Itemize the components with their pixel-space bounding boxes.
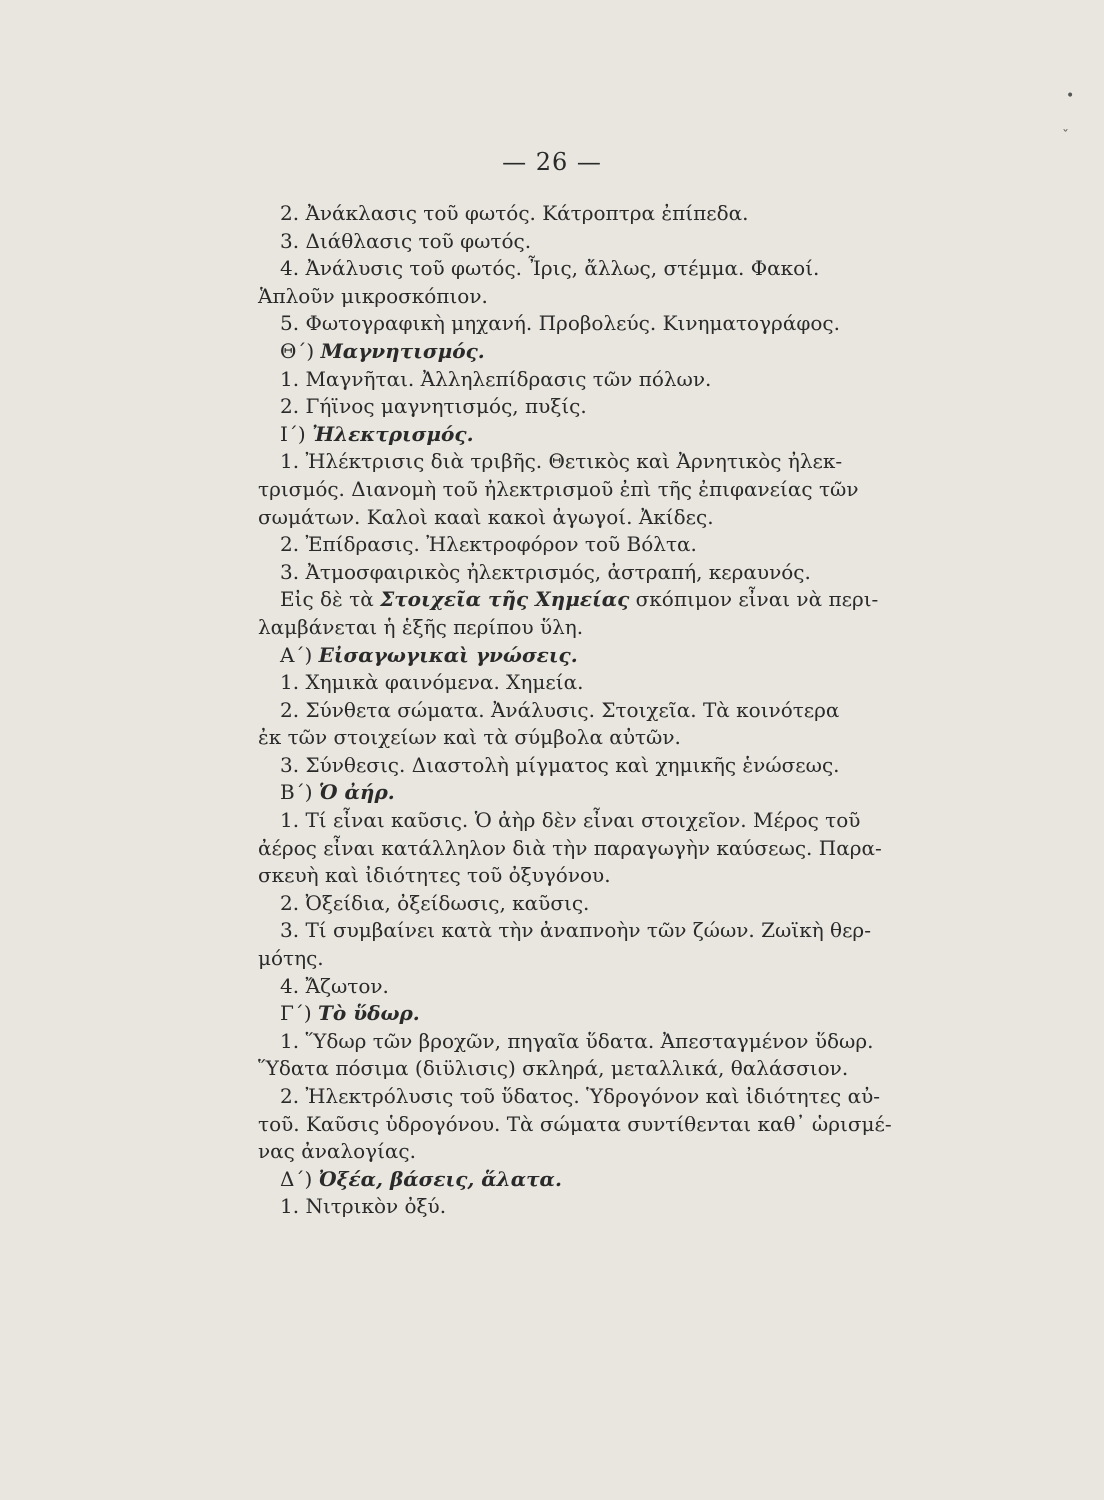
section-letter: Δ΄) — [280, 1166, 313, 1191]
section-title: Εἰσαγωγικαὶ γνώσεις. — [318, 642, 578, 667]
text-line: 1. Τί εἶναι καῦσις. Ὁ ἀὴρ δὲν εἶναι στοιχεῖον. Μέρος τοῦ — [280, 808, 861, 833]
text-line: λαμβάνεται ἡ ἑξῆς περίπου ὕλη. — [258, 614, 584, 639]
text-line: 5. Φωτογραφικὴ μηχανή. Προβολεύς. Κινηματογράφος. — [280, 311, 840, 336]
text-line: 2. Σύνθετα σώματα. Ἀνάλυσις. Στοιχεῖα. Τὰ κοινότερα — [280, 697, 840, 722]
text-line: 2. Ἐπίδρασις. Ἠλεκτροφόρον τοῦ Βόλτα. — [280, 532, 697, 557]
section-heading — [258, 338, 908, 366]
section-title: Ὀξέα, βάσεις, ἅλατα. — [318, 1166, 562, 1191]
body-text — [258, 200, 908, 1221]
section-title: Τὸ ὕδωρ. — [318, 1001, 420, 1026]
section-title: Μαγνητισμός. — [320, 338, 485, 363]
dust-speck: • — [1066, 88, 1075, 104]
text-line: 2. Γήϊνος μαγνητισμός, πυξίς. — [280, 394, 587, 419]
section-heading — [258, 642, 908, 670]
text-line: 1. Ἠλέκτρισις διὰ τριβῆς. Θετικὸς καὶ Ἀρνητικὸς ἠλεκ- — [280, 449, 843, 474]
section-heading — [258, 779, 908, 807]
text-line: μότης. — [258, 946, 324, 971]
text-line: 1. Μαγνῆται. Ἀλληλεπίδρασις τῶν πόλων. — [280, 366, 712, 391]
text-line: 2. Ὀξείδια, ὀξείδωσις, καῦσις. — [280, 890, 590, 915]
text-fragment: Εἰς δὲ τὰ — [280, 587, 381, 612]
text-line: 1. Ὕδωρ τῶν βροχῶν, πηγαῖα ὕδατα. Ἀπεσταγμένον ὕδωρ. — [280, 1028, 874, 1053]
text-line: 3. Ἀτμοσφαιρικὸς ἠλεκτρισμός, ἀστραπή, κεραυνός. — [280, 559, 811, 584]
text-line — [258, 586, 908, 614]
text-line: τοῦ. Καῦσις ὑδρογόνου. Τὰ σώματα συντίθενται καθ᾽ ὡρισμέ- — [258, 1111, 892, 1136]
text-line: 1. Νιτρικὸν ὀξύ. — [280, 1194, 447, 1219]
section-heading — [258, 1000, 908, 1028]
text-line: 4. Ἀνάλυσις τοῦ φωτός. Ἶρις, ἄλλως, στέμμα. Φακοί. — [280, 256, 820, 281]
text-line: τρισμός. Διανομὴ τοῦ ἠλεκτρισμοῦ ἐπὶ τῆς ἐπιφανείας τῶν — [258, 476, 859, 501]
text-line: νας ἀναλογίας. — [258, 1139, 416, 1164]
text-line: 3. Σύνθεσις. Διαστολὴ μίγματος καὶ χημικῆς ἑνώσεως. — [280, 752, 840, 777]
dust-speck: ˇ — [1062, 128, 1069, 144]
text-line: Ὕδατα πόσιμα (διϋλισις) σκληρά, μεταλλικά, θαλάσσιον. — [258, 1056, 849, 1081]
text-line: 3. Τί συμβαίνει κατὰ τὴν ἀναπνοὴν τῶν ζώων. Ζωϊκὴ θερ- — [280, 918, 871, 943]
text-line: 2. Ἠλεκτρόλυσις τοῦ ὕδατος. Ὑδρογόνον καὶ ἰδιότητες αὐ- — [280, 1084, 881, 1108]
section-letter: Β΄) — [280, 780, 313, 805]
section-title: Ὁ ἀήρ. — [318, 780, 395, 805]
text-fragment: σκόπιμον εἶναι νὰ περι- — [629, 587, 879, 612]
emphasis: Στοιχεῖα τῆς Χημείας — [380, 587, 630, 612]
text-line: 1. Χημικὰ φαινόμενα. Χημεία. — [280, 670, 584, 695]
text-line: 3. Διάθλασις τοῦ φωτός. — [280, 228, 532, 253]
section-letter: Γ΄) — [280, 1001, 312, 1026]
section-letter: Ι΄) — [280, 421, 306, 446]
section-letter: Θ΄) — [280, 338, 315, 363]
text-line: σκευὴ καὶ ἰδιότητες τοῦ ὀξυγόνου. — [258, 863, 611, 888]
section-title: Ἠλεκτρισμός. — [312, 421, 474, 446]
text-line: 2. Ἀνάκλασις τοῦ φωτός. Κάτροπτρα ἐπίπεδα. — [280, 201, 749, 225]
section-letter: Α΄) — [280, 642, 313, 667]
text-line: σωμάτων. Καλοὶ κααὶ κακοὶ ἀγωγοί. Ἀκίδες. — [258, 504, 714, 529]
text-line: ἐκ τῶν στοιχείων καὶ τὰ σύμβολα αὐτῶν. — [258, 725, 681, 750]
section-heading — [258, 1166, 908, 1194]
text-line: Ἁπλοῦν μικροσκόπιον. — [258, 283, 488, 308]
section-heading — [258, 421, 908, 449]
page-number: — 26 — — [502, 148, 602, 176]
text-line: ἀέρος εἶναι κατάλληλον διὰ τὴν παραγωγὴν καύσεως. Παρα- — [258, 835, 882, 860]
text-line: 4. Ἄζωτον. — [280, 973, 389, 998]
